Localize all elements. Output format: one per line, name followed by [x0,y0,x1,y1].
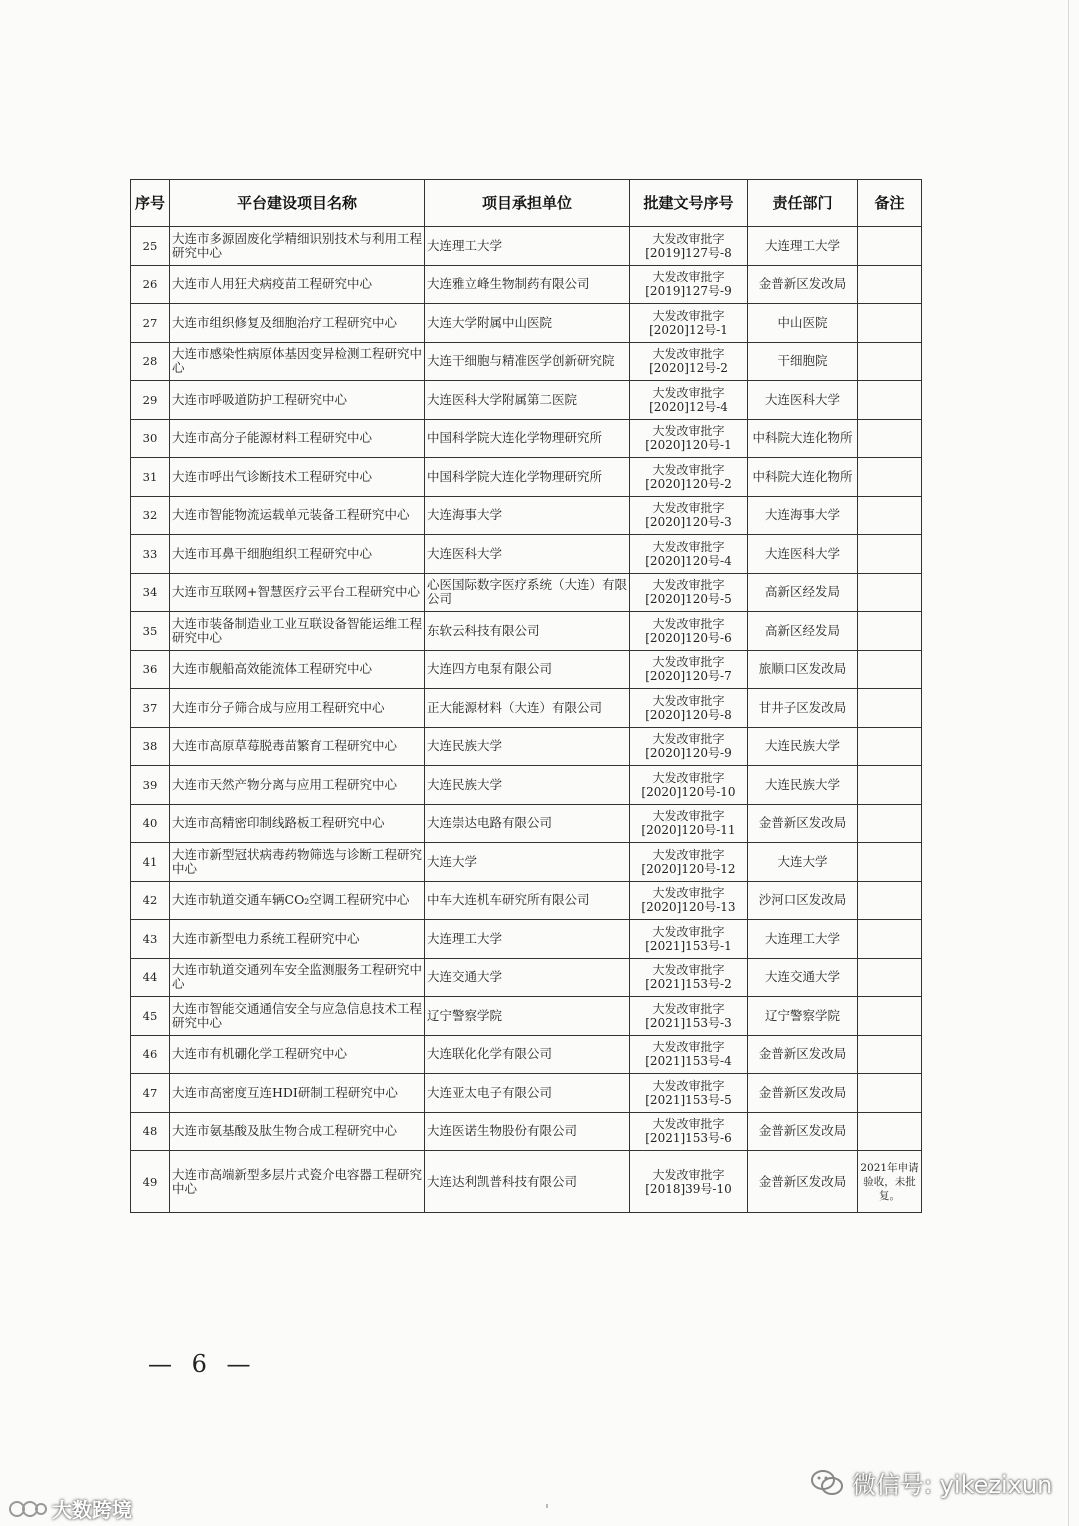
cell-unit: 大连理工大学 [425,227,630,266]
table-row [131,342,922,381]
cell-unit: 中国科学院大连化学物理研究所 [425,458,630,497]
doc-line-2: [2020]120号-3 [645,515,732,530]
cell-no: 27 [131,304,170,343]
table-row [131,843,922,882]
cell-note [858,1112,922,1151]
cell-project-name: 大连市轨道交通列车安全监测服务工程研究中心 [170,958,425,997]
doc-line-1: 大发改审批字 [652,347,725,362]
cell-project-name: 大连市高精密印制线路板工程研究中心 [170,804,425,843]
cell-doc-no [630,458,748,497]
cell-no: 29 [131,381,170,420]
doc-line-1: 大发改审批字 [652,385,725,400]
table-row [131,535,922,574]
cell-doc-no [630,573,748,612]
cell-no: 40 [131,804,170,843]
cell-doc-no [630,1151,748,1213]
cell-doc-no [630,881,748,920]
cell-unit: 大连崇达电路有限公司 [425,804,630,843]
cell-project-name: 大连市新型冠状病毒药物筛选与诊断工程研究中心 [170,843,425,882]
cell-note [858,1035,922,1074]
cell-dept: 金普新区发改局 [748,804,858,843]
watermark-logo-text: 大数跨境 [52,1498,132,1522]
cell-unit: 大连大学 [425,843,630,882]
cell-note [858,573,922,612]
cell-doc-no [630,766,748,805]
cell-dept: 大连医科大学 [748,535,858,574]
watermark-wechat-text: 微信号: yikezixun [852,1471,1053,1499]
doc-line-2: [2021]153号-5 [645,1092,732,1107]
header-dept: 责任部门 [748,180,858,227]
cell-note [858,843,922,882]
cell-project-name: 大连市轨道交通车辆CO₂空调工程研究中心 [170,881,425,920]
cell-dept: 辽宁警察学院 [748,997,858,1036]
cell-doc-no [630,920,748,959]
cell-project-name: 大连市氨基酸及肽生物合成工程研究中心 [170,1112,425,1151]
cell-dept: 金普新区发改局 [748,1112,858,1151]
cell-no: 26 [131,265,170,304]
doc-line-1: 大发改审批字 [652,1117,725,1132]
cell-doc-no [630,265,748,304]
cell-project-name: 大连市多源固废化学精细识别技术与利用工程研究中心 [170,227,425,266]
cell-unit: 大连民族大学 [425,727,630,766]
cell-doc-no [630,689,748,728]
cell-note [858,881,922,920]
cell-unit: 大连医诺生物股份有限公司 [425,1112,630,1151]
table-row [131,727,922,766]
header-note: 备注 [858,180,922,227]
doc-line-2: [2021]153号-3 [645,1015,732,1030]
table-row [131,881,922,920]
doc-line-2: [2021]153号-2 [645,977,732,992]
cell-unit: 大连医科大学附属第二医院 [425,381,630,420]
cell-dept: 高新区经发局 [748,573,858,612]
doc-line-1: 大发改审批字 [652,1078,725,1093]
cell-no: 42 [131,881,170,920]
cell-dept: 甘井子区发改局 [748,689,858,728]
cell-project-name: 大连市人用狂犬病疫苗工程研究中心 [170,265,425,304]
table-row [131,920,922,959]
doc-line-1: 大发改审批字 [652,732,725,747]
cell-doc-no [630,997,748,1036]
cell-dept: 大连海事大学 [748,496,858,535]
cell-project-name: 大连市有机硼化学工程研究中心 [170,1035,425,1074]
cell-doc-no [630,1112,748,1151]
table-row [131,612,922,651]
header-doc-no: 批建文号序号 [630,180,748,227]
cell-doc-no [630,419,748,458]
cell-unit: 大连雅立峰生物制药有限公司 [425,265,630,304]
doc-line-1: 大发改审批字 [652,1167,725,1182]
cell-no: 31 [131,458,170,497]
cell-dept: 大连大学 [748,843,858,882]
cell-dept: 高新区经发局 [748,612,858,651]
cell-doc-no [630,612,748,651]
logo-icon [8,1498,48,1520]
wechat-icon [810,1469,844,1497]
table-row [131,573,922,612]
doc-line-2: [2020]12号-4 [649,399,728,414]
cell-project-name: 大连市装备制造业工业互联设备智能运维工程研究中心 [170,612,425,651]
table-row [131,227,922,266]
doc-line-1: 大发改审批字 [652,809,725,824]
cell-doc-no [630,342,748,381]
cell-dept: 大连交通大学 [748,958,858,997]
cell-dept: 中科院大连化物所 [748,458,858,497]
doc-line-1: 大发改审批字 [652,1001,725,1016]
cell-unit: 大连海事大学 [425,496,630,535]
cell-note [858,650,922,689]
doc-line-2: [2020]120号-6 [645,630,732,645]
cell-no: 41 [131,843,170,882]
cell-dept: 沙河口区发改局 [748,881,858,920]
table-row [131,997,922,1036]
cell-note [858,920,922,959]
table-row [131,458,922,497]
watermark-wechat [810,1465,1052,1500]
cell-dept: 大连医科大学 [748,381,858,420]
cell-note: 2021年申请验收，未批复。 [858,1151,922,1213]
doc-line-1: 大发改审批字 [652,462,725,477]
cell-note [858,342,922,381]
cell-unit: 大连交通大学 [425,958,630,997]
doc-line-2: [2020]120号-13 [641,900,736,915]
cell-project-name: 大连市天然产物分离与应用工程研究中心 [170,766,425,805]
cell-note [858,804,922,843]
cell-note [858,1074,922,1113]
cell-unit: 大连民族大学 [425,766,630,805]
cell-unit: 心医国际数字医疗系统（大连）有限公司 [425,573,630,612]
doc-line-2: [2020]120号-5 [645,592,732,607]
doc-line-1: 大发改审批字 [652,539,725,554]
cell-unit: 大连理工大学 [425,920,630,959]
watermark-logo [8,1494,132,1523]
cell-note [858,689,922,728]
cell-note [858,997,922,1036]
cell-dept: 金普新区发改局 [748,1035,858,1074]
cell-project-name: 大连市智能物流运载单元装备工程研究中心 [170,496,425,535]
header-unit: 项目承担单位 [425,180,630,227]
cell-no: 25 [131,227,170,266]
cell-unit: 正大能源材料（大连）有限公司 [425,689,630,728]
scan-mark [546,1504,548,1508]
cell-note [858,496,922,535]
doc-line-2: [2020]12号-2 [649,361,728,376]
table-row [131,1035,922,1074]
cell-note [858,304,922,343]
doc-line-2: [2020]120号-9 [645,746,732,761]
cell-no: 43 [131,920,170,959]
cell-dept: 金普新区发改局 [748,265,858,304]
cell-no: 32 [131,496,170,535]
project-table [130,179,922,1213]
table-header-row [131,180,922,227]
cell-project-name: 大连市分子筛合成与应用工程研究中心 [170,689,425,728]
cell-project-name: 大连市新型电力系统工程研究中心 [170,920,425,959]
doc-line-2: [2020]120号-8 [645,707,732,722]
cell-note [858,381,922,420]
cell-no: 33 [131,535,170,574]
cell-doc-no [630,1074,748,1113]
cell-project-name: 大连市舰船高效能流体工程研究中心 [170,650,425,689]
table-row [131,381,922,420]
cell-project-name: 大连市高端新型多层片式瓷介电容器工程研究中心 [170,1151,425,1213]
cell-unit: 大连医科大学 [425,535,630,574]
table-row [131,766,922,805]
cell-note [858,535,922,574]
table-row [131,689,922,728]
doc-line-1: 大发改审批字 [652,847,725,862]
doc-line-2: [2021]153号-4 [645,1054,732,1069]
cell-doc-no [630,381,748,420]
doc-line-2: [2020]120号-4 [645,553,732,568]
doc-line-2: [2020]12号-1 [649,322,728,337]
cell-unit: 大连亚太电子有限公司 [425,1074,630,1113]
header-no: 序号 [131,180,170,227]
cell-project-name: 大连市高分子能源材料工程研究中心 [170,419,425,458]
cell-no: 35 [131,612,170,651]
cell-no: 34 [131,573,170,612]
cell-project-name: 大连市高原草莓脱毒苗繁育工程研究中心 [170,727,425,766]
cell-unit: 大连干细胞与精准医学创新研究院 [425,342,630,381]
table-row [131,650,922,689]
table-row [131,496,922,535]
cell-project-name: 大连市组织修复及细胞治疗工程研究中心 [170,304,425,343]
page-edge-line [1068,0,1069,1526]
cell-dept: 大连理工大学 [748,920,858,959]
doc-line-2: [2019]127号-9 [645,284,732,299]
cell-dept: 金普新区发改局 [748,1151,858,1213]
cell-no: 30 [131,419,170,458]
doc-line-1: 大发改审批字 [652,886,725,901]
cell-dept: 金普新区发改局 [748,1074,858,1113]
cell-doc-no [630,496,748,535]
cell-project-name: 大连市感染性病原体基因变异检测工程研究中心 [170,342,425,381]
cell-note [858,265,922,304]
doc-line-2: [2020]120号-7 [645,669,732,684]
cell-no: 36 [131,650,170,689]
cell-doc-no [630,227,748,266]
doc-line-2: [2020]120号-1 [645,438,732,453]
cell-no: 38 [131,727,170,766]
doc-line-1: 大发改审批字 [652,308,725,323]
cell-unit: 大连联化化学有限公司 [425,1035,630,1074]
doc-line-1: 大发改审批字 [652,578,725,593]
cell-doc-no [630,304,748,343]
cell-unit: 东软云科技有限公司 [425,612,630,651]
doc-line-2: [2021]153号-1 [645,938,732,953]
doc-line-1: 大发改审批字 [652,424,725,439]
table-row [131,804,922,843]
doc-line-1: 大发改审批字 [652,693,725,708]
cell-note [858,612,922,651]
cell-unit: 中国科学院大连化学物理研究所 [425,419,630,458]
cell-note [858,458,922,497]
cell-dept: 大连民族大学 [748,727,858,766]
doc-line-2: [2020]120号-11 [641,823,736,838]
cell-doc-no [630,535,748,574]
table-row [131,1074,922,1113]
doc-line-1: 大发改审批字 [652,963,725,978]
doc-line-1: 大发改审批字 [652,231,725,246]
table-row [131,304,922,343]
doc-line-2: [2018]39号-10 [645,1181,732,1196]
cell-dept: 大连民族大学 [748,766,858,805]
cell-project-name: 大连市耳鼻干细胞组织工程研究中心 [170,535,425,574]
doc-line-2: [2019]127号-8 [645,245,732,260]
table-row [131,958,922,997]
doc-line-2: [2020]120号-10 [641,784,736,799]
doc-line-1: 大发改审批字 [652,616,725,631]
cell-unit: 中车大连机车研究所有限公司 [425,881,630,920]
cell-doc-no [630,843,748,882]
cell-note [858,419,922,458]
cell-unit: 大连大学附属中山医院 [425,304,630,343]
cell-project-name: 大连市互联网+智慧医疗云平台工程研究中心 [170,573,425,612]
cell-dept: 干细胞院 [748,342,858,381]
cell-no: 46 [131,1035,170,1074]
doc-line-1: 大发改审批字 [652,770,725,785]
doc-line-1: 大发改审批字 [652,501,725,516]
header-project-name: 平台建设项目名称 [170,180,425,227]
cell-no: 44 [131,958,170,997]
cell-project-name: 大连市呼吸道防护工程研究中心 [170,381,425,420]
cell-dept: 中科院大连化物所 [748,419,858,458]
cell-doc-no [630,804,748,843]
cell-dept: 大连理工大学 [748,227,858,266]
cell-doc-no [630,1035,748,1074]
cell-project-name: 大连市呼出气诊断技术工程研究中心 [170,458,425,497]
cell-no: 49 [131,1151,170,1213]
cell-doc-no [630,958,748,997]
doc-line-1: 大发改审批字 [652,1040,725,1055]
doc-line-1: 大发改审批字 [652,270,725,285]
cell-unit: 辽宁警察学院 [425,997,630,1036]
cell-note [858,766,922,805]
table-row [131,265,922,304]
cell-note [858,727,922,766]
cell-note [858,958,922,997]
cell-dept: 中山医院 [748,304,858,343]
cell-no: 45 [131,997,170,1036]
table-row [131,1151,922,1213]
cell-unit: 大连四方电泵有限公司 [425,650,630,689]
cell-no: 48 [131,1112,170,1151]
table-row [131,419,922,458]
cell-no: 39 [131,766,170,805]
doc-line-1: 大发改审批字 [652,924,725,939]
doc-line-1: 大发改审批字 [652,655,725,670]
cell-project-name: 大连市高密度互连HDI研制工程研究中心 [170,1074,425,1113]
cell-dept: 旅顺口区发改局 [748,650,858,689]
cell-no: 47 [131,1074,170,1113]
doc-line-2: [2020]120号-12 [641,861,736,876]
cell-unit: 大连达利凯普科技有限公司 [425,1151,630,1213]
cell-doc-no [630,650,748,689]
cell-note [858,227,922,266]
page-number: — 6 — [148,1350,257,1378]
cell-no: 37 [131,689,170,728]
cell-no: 28 [131,342,170,381]
doc-line-2: [2021]153号-6 [645,1131,732,1146]
table-row [131,1112,922,1151]
cell-project-name: 大连市智能交通通信安全与应急信息技术工程研究中心 [170,997,425,1036]
doc-line-2: [2020]120号-2 [645,476,732,491]
cell-doc-no [630,727,748,766]
